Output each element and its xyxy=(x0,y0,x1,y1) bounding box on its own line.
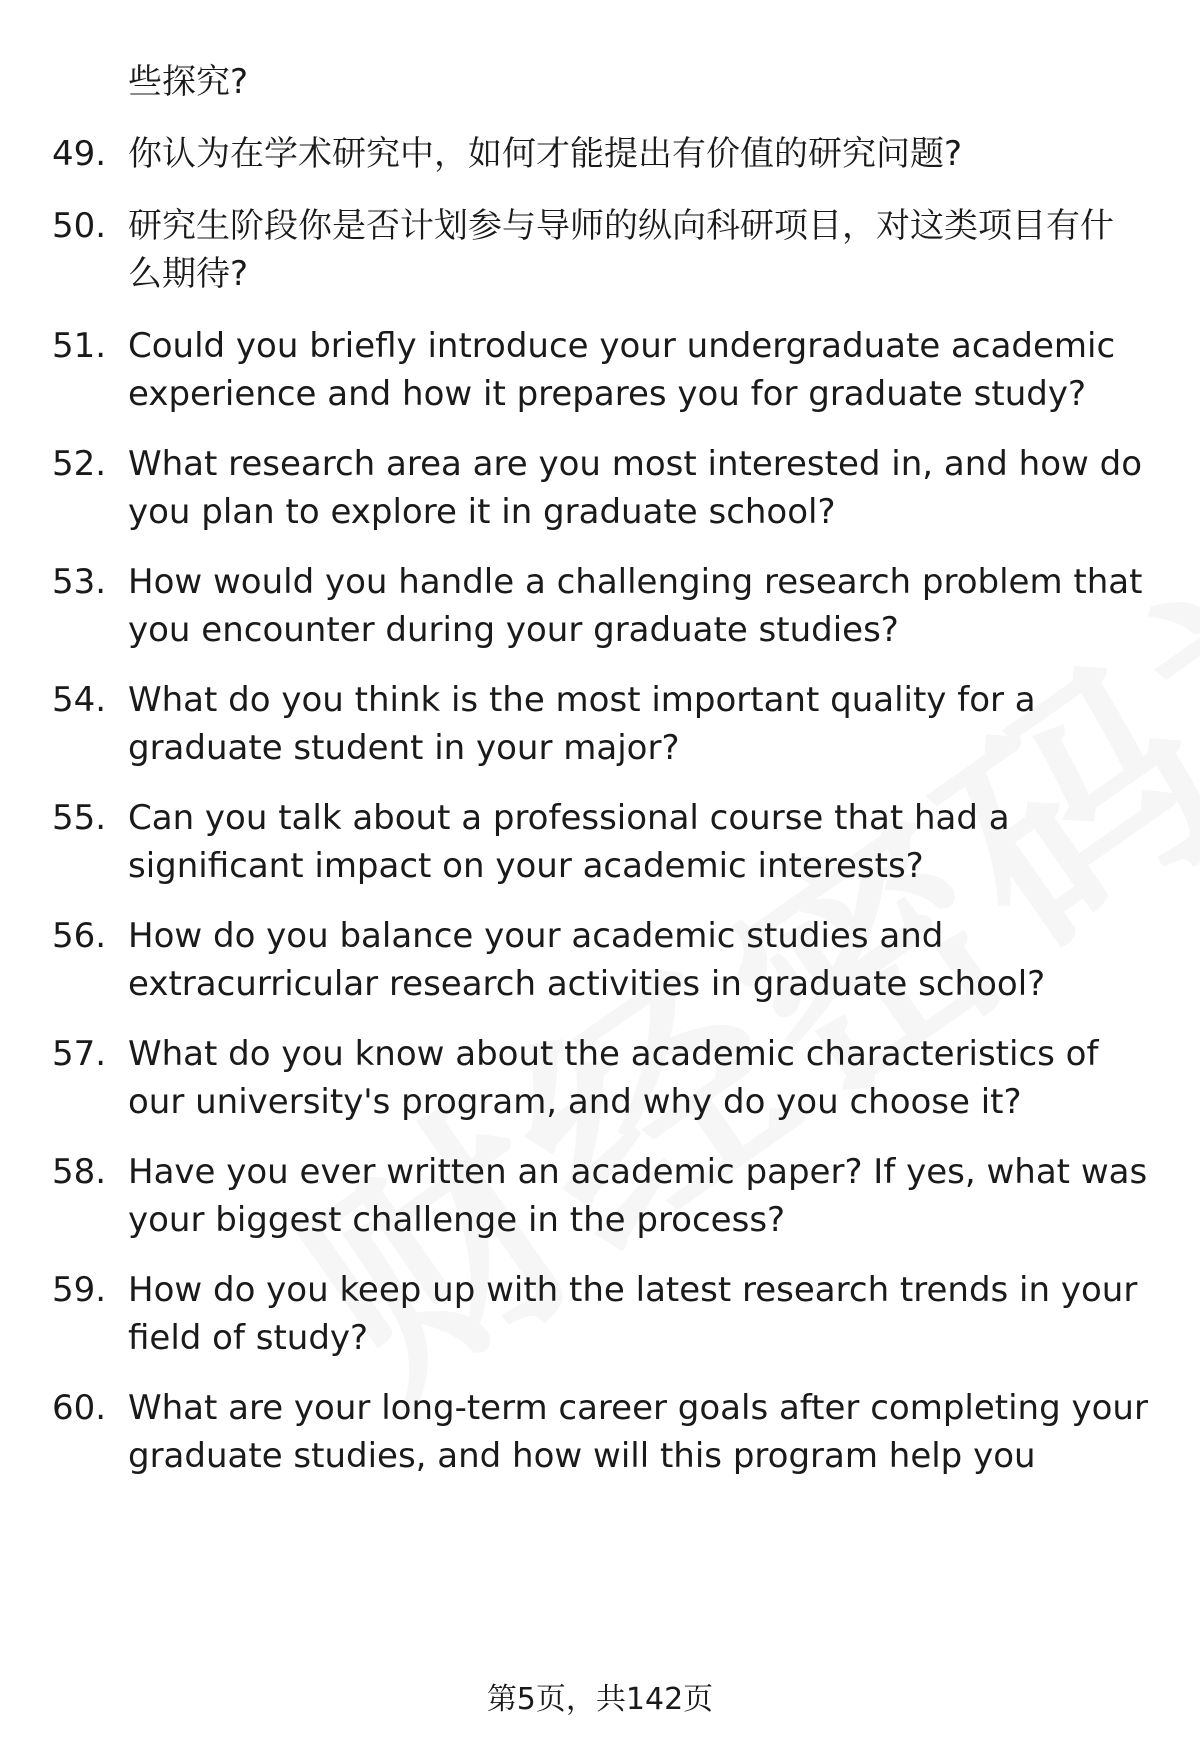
item-text: Could you briefly introduce your undergraduate academic experience and how it prepares you for graduate study? xyxy=(128,326,1116,414)
item-number: 57. xyxy=(52,1034,107,1074)
continuation-text: 些探究? xyxy=(128,62,249,102)
item-text: Can you talk about a professional course that had a significant impact on your academic interests? xyxy=(128,798,1010,886)
item-text: How do you keep up with the latest research trends in your field of study? xyxy=(128,1270,1138,1358)
item-number: 56. xyxy=(52,916,107,956)
item-number: 55. xyxy=(52,798,107,838)
item-text: 你认为在学术研究中，如何才能提出有价值的研究问题? xyxy=(128,134,963,174)
item-text: What are your long-term career goals after completing your graduate studies, and how will this program help you xyxy=(128,1388,1148,1476)
item-text: What do you know about the academic characteristics of our university's program, and why do you choose it? xyxy=(128,1034,1099,1122)
page-footer: 第5页，共142页 xyxy=(486,1682,714,1717)
item-text: Have you ever written an academic paper? If yes, what was your biggest challenge in the process? xyxy=(128,1152,1148,1240)
item-text: What research area are you most interested in, and how do you plan to explore it in graduate school? xyxy=(128,444,1142,532)
item-number: 49. xyxy=(52,134,107,174)
item-number: 60. xyxy=(52,1388,107,1428)
item-text: What do you think is the most important quality for a graduate student in your major? xyxy=(128,680,1036,768)
item-number: 59. xyxy=(52,1270,107,1310)
item-number: 50. xyxy=(52,206,107,246)
item-text: How would you handle a challenging research problem that you encounter during your graduate studies? xyxy=(128,562,1143,650)
item-number: 58. xyxy=(52,1152,107,1192)
item-number: 52. xyxy=(52,444,107,484)
item-text: 研究生阶段你是否计划参与导师的纵向科研项目，对这类项目有什么期待? xyxy=(128,206,1114,294)
item-number: 53. xyxy=(52,562,107,602)
item-number: 54. xyxy=(52,680,107,720)
item-text: How do you balance your academic studies and extracurricular research activities in graduate school? xyxy=(128,916,1046,1004)
item-number: 51. xyxy=(52,326,107,366)
